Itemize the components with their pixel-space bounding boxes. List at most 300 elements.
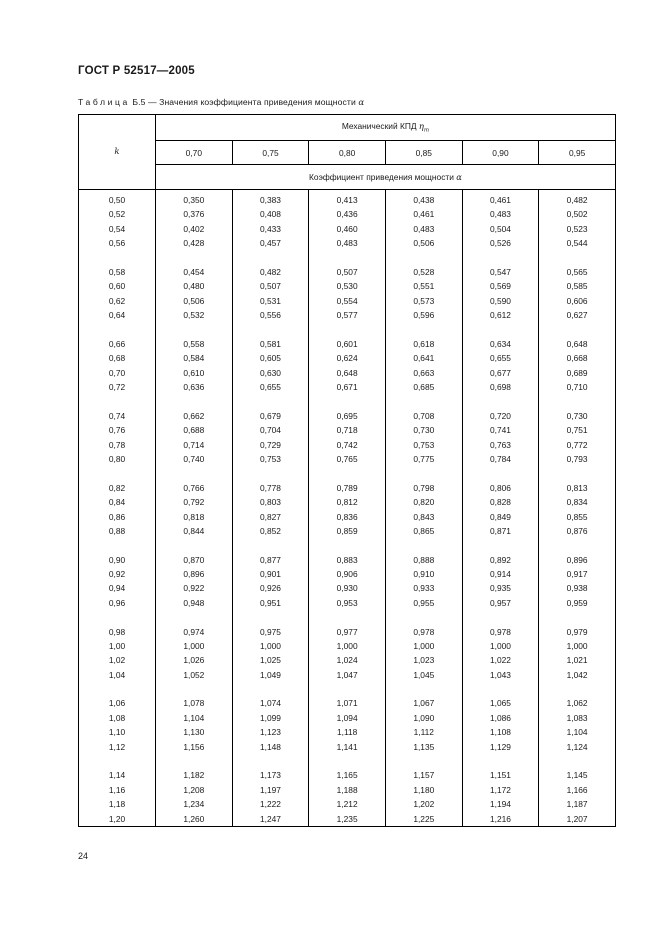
coefficient-cell: 0,818 — [156, 510, 233, 524]
table-row — [79, 668, 616, 682]
table-row — [79, 337, 616, 351]
coefficient-cell: 1,045 — [385, 668, 462, 682]
coefficient-cell: 0,953 — [309, 596, 386, 610]
coefficient-cell: 0,765 — [309, 452, 386, 466]
coefficient-cell: 0,483 — [385, 222, 462, 236]
coefficient-cell: 0,957 — [462, 596, 539, 610]
coefficient-cell: 0,792 — [156, 495, 233, 509]
coefficient-cell: 0,720 — [462, 409, 539, 423]
k-value-cell: 0,98 — [79, 625, 156, 639]
coefficient-cell: 0,480 — [156, 279, 233, 293]
spacer-cell — [539, 323, 616, 337]
coefficient-cell: 0,917 — [539, 567, 616, 581]
k-value-cell: 0,80 — [79, 452, 156, 466]
spacer-cell — [385, 538, 462, 552]
coefficient-cell: 0,883 — [309, 553, 386, 567]
spacer-cell — [156, 754, 233, 768]
spacer-cell — [385, 754, 462, 768]
coefficient-cell: 0,655 — [232, 380, 309, 394]
coefficient-cell: 1,000 — [462, 639, 539, 653]
table-row — [79, 581, 616, 595]
coefficient-cell: 1,062 — [539, 696, 616, 710]
coefficient-cell: 0,977 — [309, 625, 386, 639]
table-caption — [78, 97, 364, 108]
coefficient-cell: 1,212 — [309, 797, 386, 811]
coefficient-cell: 0,877 — [232, 553, 309, 567]
spacer-cell — [539, 682, 616, 696]
coefficient-cell: 0,896 — [539, 553, 616, 567]
coefficient-cell: 1,129 — [462, 740, 539, 754]
coefficient-cell: 0,685 — [385, 380, 462, 394]
efficiency-column-header: 0,95 — [539, 141, 616, 165]
coefficient-cell: 0,820 — [385, 495, 462, 509]
coefficient-cell: 1,197 — [232, 783, 309, 797]
spacer-cell — [462, 538, 539, 552]
coefficient-cell: 1,172 — [462, 783, 539, 797]
coefficient-cell: 0,813 — [539, 481, 616, 495]
k-value-cell: 0,66 — [79, 337, 156, 351]
spacer-cell — [156, 538, 233, 552]
group-spacer-row — [79, 466, 616, 480]
coefficient-cell: 0,573 — [385, 294, 462, 308]
table-row — [79, 380, 616, 394]
k-value-cell: 0,78 — [79, 438, 156, 452]
coefficient-cell: 0,859 — [309, 524, 386, 538]
coefficient-cell: 0,710 — [539, 380, 616, 394]
spacer-cell — [309, 610, 386, 624]
k-value-cell: 0,56 — [79, 236, 156, 250]
coefficient-cell: 1,043 — [462, 668, 539, 682]
coefficient-cell: 0,601 — [309, 337, 386, 351]
coefficient-cell: 0,565 — [539, 265, 616, 279]
k-value-cell: 0,90 — [79, 553, 156, 567]
efficiency-column-header: 0,90 — [462, 141, 539, 165]
coefficient-cell: 0,482 — [232, 265, 309, 279]
table-row — [79, 524, 616, 538]
k-value-cell: 1,18 — [79, 797, 156, 811]
k-value-cell: 0,94 — [79, 581, 156, 595]
coefficient-cell: 1,194 — [462, 797, 539, 811]
k-value-cell: 0,70 — [79, 366, 156, 380]
spacer-cell — [462, 610, 539, 624]
coefficient-cell: 0,766 — [156, 481, 233, 495]
group-spacer-row — [79, 323, 616, 337]
coefficient-cell: 0,704 — [232, 423, 309, 437]
k-value-cell: 0,74 — [79, 409, 156, 423]
spacer-cell — [309, 754, 386, 768]
coefficient-cell: 0,506 — [385, 236, 462, 250]
coefficient-cell: 1,145 — [539, 768, 616, 782]
coefficient-cell: 0,843 — [385, 510, 462, 524]
coefficient-cell: 0,531 — [232, 294, 309, 308]
table-row — [79, 639, 616, 653]
coefficient-cell: 0,612 — [462, 308, 539, 322]
efficiency-column-header: 0,85 — [385, 141, 462, 165]
efficiency-column-header: 0,80 — [309, 141, 386, 165]
table-row — [79, 711, 616, 725]
table-row — [79, 438, 616, 452]
coefficient-cell: 0,959 — [539, 596, 616, 610]
spacer-cell — [462, 394, 539, 408]
coefficient-label: Коэффициент приведения мощности — [309, 172, 457, 182]
caption-symbol: α — [358, 98, 365, 108]
coefficient-cell: 0,457 — [232, 236, 309, 250]
coefficient-cell: 0,581 — [232, 337, 309, 351]
coefficient-cell: 1,234 — [156, 797, 233, 811]
spacer-cell — [462, 754, 539, 768]
k-value-cell: 1,06 — [79, 696, 156, 710]
coefficient-cell: 0,834 — [539, 495, 616, 509]
coefficient-cell: 0,718 — [309, 423, 386, 437]
coefficient-cell: 0,775 — [385, 452, 462, 466]
spacer-cell — [232, 466, 309, 480]
table-row — [79, 596, 616, 610]
coefficient-cell: 1,123 — [232, 725, 309, 739]
coefficient-cell: 0,888 — [385, 553, 462, 567]
coefficient-cell: 0,655 — [462, 351, 539, 365]
coefficient-cell: 0,688 — [156, 423, 233, 437]
coefficient-cell: 0,708 — [385, 409, 462, 423]
spacer-cell — [539, 466, 616, 480]
coefficient-cell: 0,532 — [156, 308, 233, 322]
spacer-cell — [462, 251, 539, 265]
efficiency-group-header — [156, 115, 616, 141]
spacer-cell — [232, 610, 309, 624]
coefficient-symbol: α — [456, 172, 462, 182]
coefficient-cell: 1,225 — [385, 812, 462, 827]
coefficient-cell: 0,433 — [232, 222, 309, 236]
coefficient-cell: 0,828 — [462, 495, 539, 509]
spacer-cell — [462, 466, 539, 480]
coefficient-cell: 1,118 — [309, 725, 386, 739]
coefficient-cell: 1,130 — [156, 725, 233, 739]
spacer-cell — [79, 682, 156, 696]
spacer-cell — [79, 251, 156, 265]
coefficient-cell: 0,551 — [385, 279, 462, 293]
coefficient-cell: 0,906 — [309, 567, 386, 581]
table-row — [79, 653, 616, 667]
coefficient-cell: 0,955 — [385, 596, 462, 610]
coefficient-cell: 1,078 — [156, 696, 233, 710]
coefficient-cell: 0,849 — [462, 510, 539, 524]
efficiency-column-header: 0,70 — [156, 141, 233, 165]
table-row — [79, 423, 616, 437]
coefficient-cell: 0,892 — [462, 553, 539, 567]
coefficient-cell: 0,753 — [385, 438, 462, 452]
table-row — [79, 797, 616, 811]
group-spacer-row — [79, 682, 616, 696]
document-header: ГОСТ Р 52517—2005 — [78, 65, 195, 77]
spacer-cell — [385, 682, 462, 696]
coefficient-cell: 0,641 — [385, 351, 462, 365]
coefficient-cell: 0,630 — [232, 366, 309, 380]
spacer-cell — [232, 754, 309, 768]
spacer-cell — [232, 251, 309, 265]
coefficient-cell: 0,865 — [385, 524, 462, 538]
coefficient-cell: 0,627 — [539, 308, 616, 322]
coefficient-cell: 1,052 — [156, 668, 233, 682]
table-row — [79, 553, 616, 567]
coefficient-cell: 0,855 — [539, 510, 616, 524]
coefficient-cell: 0,695 — [309, 409, 386, 423]
coefficient-cell: 1,026 — [156, 653, 233, 667]
coefficient-cell: 0,922 — [156, 581, 233, 595]
coefficient-cell: 0,483 — [309, 236, 386, 250]
k-value-cell: 1,00 — [79, 639, 156, 653]
coefficient-cell: 0,784 — [462, 452, 539, 466]
coefficient-cell: 0,507 — [309, 265, 386, 279]
k-value-cell: 1,20 — [79, 812, 156, 827]
coefficient-cell: 1,022 — [462, 653, 539, 667]
k-value-cell: 1,10 — [79, 725, 156, 739]
coefficient-cell: 0,698 — [462, 380, 539, 394]
coefficient-cell: 0,624 — [309, 351, 386, 365]
table-row — [79, 510, 616, 524]
coefficient-cell: 1,047 — [309, 668, 386, 682]
k-value-cell: 0,62 — [79, 294, 156, 308]
table-body — [79, 190, 616, 827]
table-row — [79, 725, 616, 739]
spacer-cell — [309, 251, 386, 265]
coefficient-header — [156, 165, 616, 190]
spacer-cell — [79, 610, 156, 624]
k-column-header: k — [79, 115, 156, 190]
k-value-cell: 0,96 — [79, 596, 156, 610]
coefficient-cell: 0,763 — [462, 438, 539, 452]
coefficient-cell: 0,751 — [539, 423, 616, 437]
spacer-cell — [309, 538, 386, 552]
spacer-cell — [232, 394, 309, 408]
coefficient-cell: 1,000 — [156, 639, 233, 653]
coefficient-cell: 0,528 — [385, 265, 462, 279]
coefficient-cell: 0,741 — [462, 423, 539, 437]
table-row — [79, 452, 616, 466]
coefficient-cell: 1,188 — [309, 783, 386, 797]
coefficient-cell: 0,526 — [462, 236, 539, 250]
coefficient-cell: 0,502 — [539, 207, 616, 221]
coefficient-cell: 0,870 — [156, 553, 233, 567]
coefficient-cell: 0,663 — [385, 366, 462, 380]
coefficient-cell: 0,606 — [539, 294, 616, 308]
spacer-cell — [385, 251, 462, 265]
coefficient-cell: 0,618 — [385, 337, 462, 351]
table-row — [79, 409, 616, 423]
coefficient-cell: 1,090 — [385, 711, 462, 725]
spacer-cell — [232, 538, 309, 552]
spacer-cell — [79, 538, 156, 552]
coefficient-cell: 0,798 — [385, 481, 462, 495]
spacer-cell — [539, 394, 616, 408]
coefficient-cell: 1,208 — [156, 783, 233, 797]
table-row — [79, 265, 616, 279]
spacer-cell — [156, 610, 233, 624]
coefficient-cell: 0,730 — [539, 409, 616, 423]
k-value-cell: 1,02 — [79, 653, 156, 667]
coefficient-cell: 0,413 — [309, 190, 386, 208]
group-spacer-row — [79, 251, 616, 265]
table-row — [79, 495, 616, 509]
table-row — [79, 783, 616, 797]
spacer-cell — [156, 323, 233, 337]
coefficient-cell: 0,852 — [232, 524, 309, 538]
page-number: 24 — [78, 851, 89, 861]
coefficient-cell: 0,590 — [462, 294, 539, 308]
k-value-cell: 0,88 — [79, 524, 156, 538]
coefficient-cell: 1,104 — [539, 725, 616, 739]
coefficient-cell: 1,108 — [462, 725, 539, 739]
k-value-cell: 0,64 — [79, 308, 156, 322]
k-value-cell: 0,68 — [79, 351, 156, 365]
coefficient-cell: 0,408 — [232, 207, 309, 221]
coefficient-cell: 0,714 — [156, 438, 233, 452]
coefficient-cell: 1,065 — [462, 696, 539, 710]
spacer-cell — [462, 682, 539, 696]
spacer-cell — [79, 466, 156, 480]
coefficient-cell: 1,135 — [385, 740, 462, 754]
coefficient-cell: 0,729 — [232, 438, 309, 452]
power-coefficient-table — [78, 114, 616, 827]
coefficient-cell: 0,577 — [309, 308, 386, 322]
coefficient-cell: 1,112 — [385, 725, 462, 739]
spacer-cell — [309, 394, 386, 408]
coefficient-cell: 0,544 — [539, 236, 616, 250]
coefficient-cell: 0,803 — [232, 495, 309, 509]
spacer-cell — [232, 323, 309, 337]
spacer-cell — [539, 610, 616, 624]
spacer-cell — [385, 394, 462, 408]
coefficient-cell: 0,812 — [309, 495, 386, 509]
coefficient-cell: 0,978 — [462, 625, 539, 639]
table-row — [79, 768, 616, 782]
spacer-cell — [79, 394, 156, 408]
spacer-cell — [309, 323, 386, 337]
coefficient-cell: 0,460 — [309, 222, 386, 236]
coefficient-cell: 0,979 — [539, 625, 616, 639]
coefficient-cell: 0,350 — [156, 190, 233, 208]
coefficient-cell: 1,074 — [232, 696, 309, 710]
coefficient-cell: 1,216 — [462, 812, 539, 827]
coefficient-cell: 1,099 — [232, 711, 309, 725]
coefficient-cell: 0,648 — [309, 366, 386, 380]
efficiency-group-label: Механический КПД — [341, 121, 419, 132]
spacer-cell — [539, 251, 616, 265]
coefficient-cell: 0,507 — [232, 279, 309, 293]
coefficient-cell: 1,071 — [309, 696, 386, 710]
coefficient-cell: 0,689 — [539, 366, 616, 380]
coefficient-cell: 0,668 — [539, 351, 616, 365]
table-row — [79, 222, 616, 236]
coefficient-cell: 0,914 — [462, 567, 539, 581]
spacer-cell — [309, 682, 386, 696]
k-value-cell: 0,58 — [79, 265, 156, 279]
coefficient-cell: 0,772 — [539, 438, 616, 452]
coefficient-cell: 0,438 — [385, 190, 462, 208]
spacer-cell — [156, 466, 233, 480]
k-value-cell: 1,08 — [79, 711, 156, 725]
coefficient-cell: 0,504 — [462, 222, 539, 236]
coefficient-cell: 1,166 — [539, 783, 616, 797]
k-value-cell: 0,86 — [79, 510, 156, 524]
coefficient-cell: 1,222 — [232, 797, 309, 811]
table-row — [79, 567, 616, 581]
coefficient-cell: 0,753 — [232, 452, 309, 466]
coefficient-cell: 0,974 — [156, 625, 233, 639]
coefficient-cell: 0,436 — [309, 207, 386, 221]
caption-label: Таблица — [78, 97, 130, 107]
coefficient-cell: 0,951 — [232, 596, 309, 610]
table-row — [79, 351, 616, 365]
coefficient-cell: 1,083 — [539, 711, 616, 725]
coefficient-cell: 0,910 — [385, 567, 462, 581]
table-row — [79, 740, 616, 754]
coefficient-cell: 0,948 — [156, 596, 233, 610]
k-value-cell: 0,82 — [79, 481, 156, 495]
coefficient-cell: 1,165 — [309, 768, 386, 782]
coefficient-cell: 0,938 — [539, 581, 616, 595]
coefficient-cell: 0,975 — [232, 625, 309, 639]
coefficient-cell: 0,806 — [462, 481, 539, 495]
table-row — [79, 696, 616, 710]
eta-letter: η — [418, 121, 424, 132]
spacer-cell — [309, 466, 386, 480]
coefficient-cell: 1,067 — [385, 696, 462, 710]
coefficient-cell: 1,151 — [462, 768, 539, 782]
k-value-cell: 0,84 — [79, 495, 156, 509]
k-value-cell: 0,52 — [79, 207, 156, 221]
coefficient-cell: 0,662 — [156, 409, 233, 423]
coefficient-cell: 0,558 — [156, 337, 233, 351]
coefficient-cell: 0,926 — [232, 581, 309, 595]
coefficient-cell: 0,793 — [539, 452, 616, 466]
spacer-cell — [462, 323, 539, 337]
coefficient-cell: 1,247 — [232, 812, 309, 827]
coefficient-cell: 0,930 — [309, 581, 386, 595]
coefficient-cell: 0,556 — [232, 308, 309, 322]
spacer-cell — [539, 538, 616, 552]
coefficient-cell: 0,596 — [385, 308, 462, 322]
coefficient-cell: 1,000 — [539, 639, 616, 653]
coefficient-cell: 1,025 — [232, 653, 309, 667]
coefficient-cell: 0,610 — [156, 366, 233, 380]
table-row — [79, 190, 616, 208]
coefficient-cell: 0,634 — [462, 337, 539, 351]
table-row — [79, 625, 616, 639]
coefficient-cell: 1,207 — [539, 812, 616, 827]
coefficient-cell: 0,454 — [156, 265, 233, 279]
coefficient-cell: 0,876 — [539, 524, 616, 538]
coefficient-cell: 0,671 — [309, 380, 386, 394]
coefficient-cell: 0,742 — [309, 438, 386, 452]
spacer-cell — [385, 466, 462, 480]
spacer-cell — [79, 754, 156, 768]
coefficient-cell: 0,376 — [156, 207, 233, 221]
efficiency-values-row — [79, 141, 616, 165]
coefficient-cell: 0,584 — [156, 351, 233, 365]
coefficient-cell: 1,182 — [156, 768, 233, 782]
coefficient-cell: 1,021 — [539, 653, 616, 667]
coefficient-cell: 1,187 — [539, 797, 616, 811]
coefficient-cell: 0,836 — [309, 510, 386, 524]
spacer-cell — [156, 682, 233, 696]
coefficient-cell: 1,156 — [156, 740, 233, 754]
coefficient-cell: 0,636 — [156, 380, 233, 394]
coefficient-cell: 1,235 — [309, 812, 386, 827]
group-spacer-row — [79, 610, 616, 624]
coefficient-cell: 0,383 — [232, 190, 309, 208]
k-value-cell: 1,14 — [79, 768, 156, 782]
coefficient-cell: 1,260 — [156, 812, 233, 827]
coefficient-cell: 1,094 — [309, 711, 386, 725]
